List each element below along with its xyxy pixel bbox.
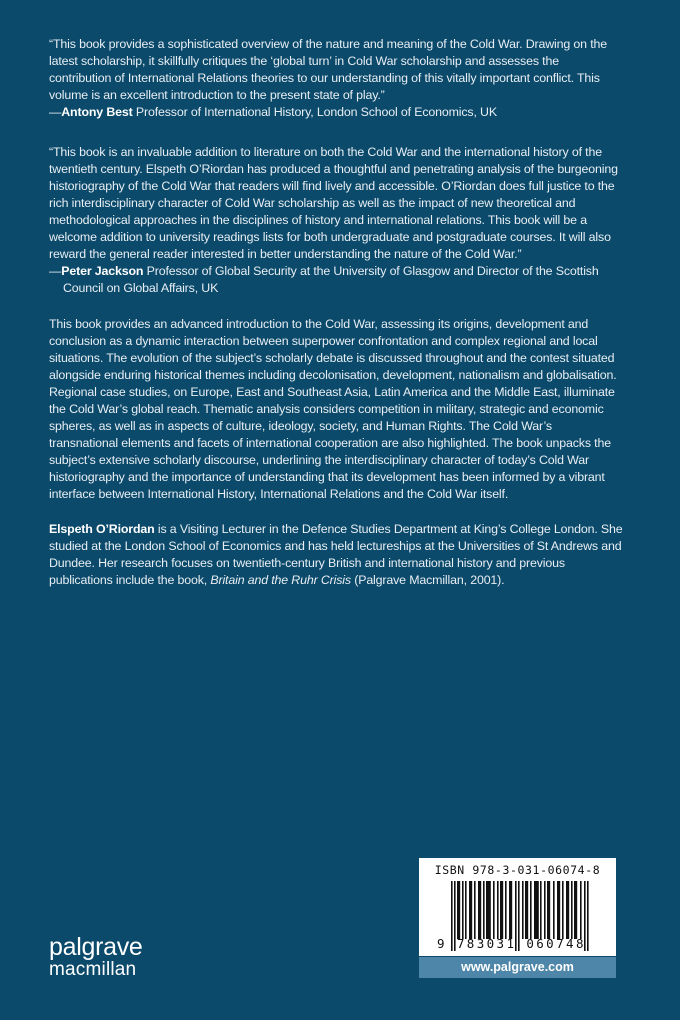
author-name: Elspeth O’Riordan bbox=[49, 522, 155, 536]
author-bio-text: is a Visiting Lecturer in the Defence Studies Department at King’s College London. She studied at the London School of Economics and has held lectureships at the Universities of St Andrews and Dundee. Her research focuses on twentieth-century British and international history and previous publications include the book, bbox=[49, 522, 623, 587]
publisher-url[interactable]: www.palgrave.com bbox=[419, 957, 616, 978]
isbn-label: ISBN 978-3-031-06074-8 bbox=[434, 863, 601, 877]
book-description: This book provides an advanced introduction to the Cold War, assessing its origins, development and conclusion as a dynamic interaction between superpower confrontation and complex regional and local situations. The evolution of the subject’s scholarly debate is discussed throughout and the contest situated alongside enduring historical themes including decolonisation, development, nationalism and globalisation. Regional case studies, on Europe, East and Southeast Asia, Latin America and the Middle East, illuminate the Cold War’s global reach. Thematic analysis considers competition in military, strategic and economic spheres, as well as in aspects of culture, ideology, society, and Human Rights. The Cold War’s transnational elements and facets of international cooperation are also highlighted. The book unpacks the subject’s extensive scholarly discourse, underlining the interdisciplinary character of today’s Cold War historiography and the importance of understanding that its development has been informed by a vibrant interface between International History, International Relations and the Cold War itself. bbox=[49, 317, 617, 501]
barcode-digits: 9 783031 060748 bbox=[437, 936, 586, 951]
author-bio-text-end: (Palgrave Macmillan, 2001). bbox=[350, 573, 505, 587]
endorsement-2 bbox=[49, 144, 624, 297]
endorser-affiliation: Professor of Global Security at the University of Glasgow and Director of the Scottish Council on Global Affairs, UK bbox=[63, 264, 599, 295]
author-bio bbox=[49, 521, 624, 589]
endorser-affiliation: Professor of International History, London School of Economics, UK bbox=[132, 105, 497, 119]
endorser-name: Peter Jackson bbox=[61, 264, 144, 278]
book-title: Britain and the Ruhr Crisis bbox=[210, 573, 351, 587]
palgrave-macmillan-logo bbox=[49, 934, 143, 980]
endorsement-attribution bbox=[49, 104, 624, 121]
endorsement-attribution bbox=[49, 263, 624, 297]
logo-line-macmillan: macmillan bbox=[49, 959, 137, 980]
dash: — bbox=[49, 105, 62, 119]
isbn-barcode-box bbox=[419, 858, 616, 956]
back-cover-text bbox=[49, 36, 624, 589]
endorsement-quote: “This book provides a sophisticated overview of the nature and meaning of the Cold War. Drawing on the latest scholarship, it skillfully critiques the ‘global turn’ in Cold War scholarship and assesses the contribution of International Relations theories to our understanding of this vitally important conflict. This volume is an excellent introduction to the present state of play.” bbox=[49, 37, 607, 102]
endorsement-quote: “This book is an invaluable addition to literature on both the Cold War and the international history of the twentieth century. Elspeth O’Riordan has produced a thoughtful and penetrating analysis of the burgeoning historiography of the Cold War that readers will find lively and accessible. O’Riordan does full justice to the rich interdisciplinary character of Cold War scholarship as well as the impact of new theoretical and methodological approaches in the disciplines of history and international relations. This book will be a welcome addition to university readings lists for both undergraduate and postgraduate courses. It will also reward the general reader interested in better understanding the nature of the Cold War.” bbox=[49, 145, 618, 261]
endorser-name: Antony Best bbox=[61, 105, 133, 119]
endorsement-1 bbox=[49, 36, 624, 121]
logo-line-palgrave: palgrave bbox=[49, 933, 143, 961]
dash: — bbox=[49, 264, 62, 278]
